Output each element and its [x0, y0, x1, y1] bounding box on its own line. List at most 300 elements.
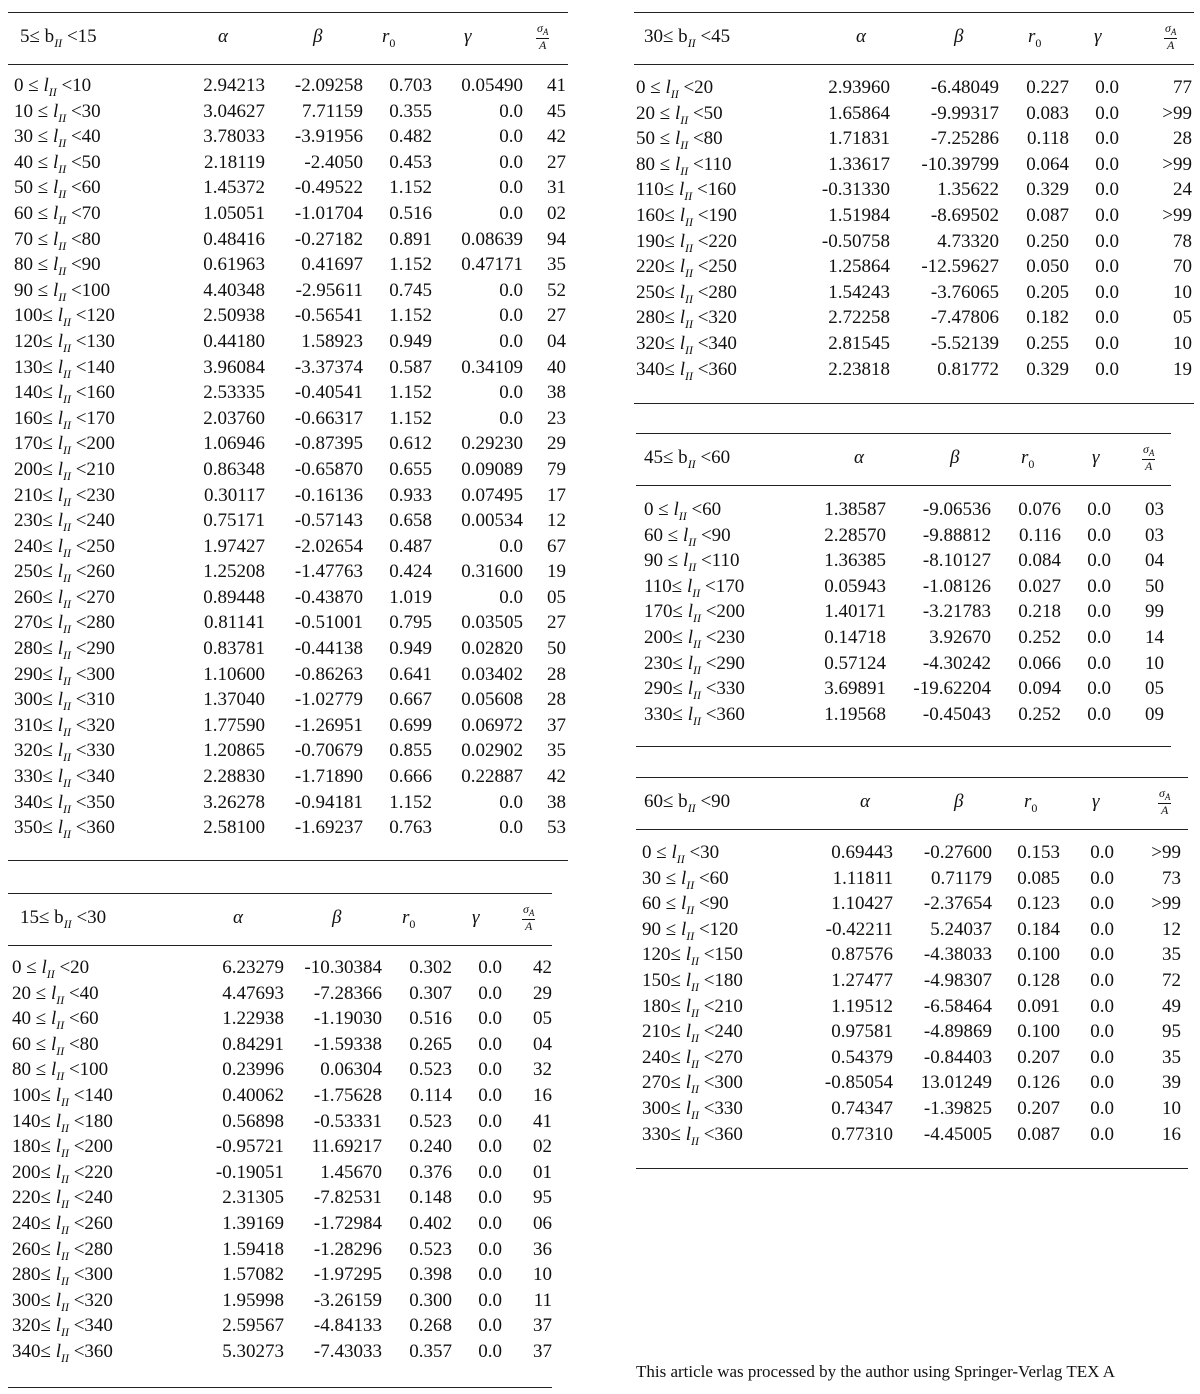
longitude-range: $240\le l_{II} <270$ [642, 1046, 743, 1071]
beta-value: 13.01249 [920, 1072, 992, 1094]
r0-value: 0.329 [1026, 358, 1069, 380]
sigma-ratio-value: 12 [1162, 918, 1181, 940]
beta-value: -0.27600 [923, 842, 992, 863]
sigma-ratio-value: 12 [547, 510, 566, 532]
col-r0: $r_0$ [402, 907, 416, 931]
gamma-value: 0.0 [1087, 652, 1111, 674]
sigma-ratio-value: 16 [1162, 1123, 1181, 1145]
gamma-value: 0.0 [1090, 944, 1114, 966]
longitude-range: $330\le l_{II} <360$ [644, 703, 745, 728]
r0-value: 0.118 [1026, 128, 1069, 150]
gamma-value: 0.0 [478, 1008, 502, 1030]
table-row [8, 792, 568, 818]
table-b-5-15 [8, 12, 568, 862]
longitude-range: $10 \le l_{II} <30$ [14, 100, 101, 125]
gamma-value: 0.0 [499, 535, 523, 557]
r0-value: 0.083 [1026, 102, 1069, 124]
longitude-range: $270\le l_{II} <280$ [14, 612, 115, 637]
alpha-value: 6.23279 [222, 957, 284, 978]
alpha-value: 1.45372 [203, 177, 265, 199]
gamma-value: 0.0 [478, 957, 502, 978]
table-header [634, 12, 1194, 62]
r0-value: 0.891 [389, 228, 432, 250]
table-row [636, 1072, 1188, 1098]
longitude-range: $290\le l_{II} <300$ [14, 663, 115, 688]
col-gamma: γ [1094, 26, 1102, 47]
table-row [634, 333, 1194, 359]
gamma-value: 0.0 [1095, 128, 1119, 150]
table-row [636, 842, 1188, 868]
col-alpha: α [233, 907, 243, 928]
beta-value: -1.71890 [294, 766, 363, 788]
sigma-ratio-value: 05 [533, 1008, 552, 1030]
sigma-ratio-value: 10 [1162, 1097, 1181, 1119]
alpha-value: 1.06946 [203, 433, 265, 455]
longitude-range: $130\le l_{II} <140$ [14, 356, 115, 381]
alpha-value: 0.44180 [203, 330, 265, 352]
alpha-value: 0.69443 [831, 842, 893, 863]
col-sigma-ratio: $\frac{\sigma_A}{A}$ [1159, 786, 1171, 818]
alpha-value: 1.22938 [222, 1008, 284, 1030]
longitude-range: $60 \le l_{II} <90$ [644, 524, 731, 549]
gamma-value: 0.0 [1090, 1097, 1114, 1119]
longitude-range: $320\le l_{II} <330$ [14, 740, 115, 765]
alpha-value: 0.56898 [222, 1110, 284, 1132]
table-row [636, 627, 1171, 653]
col-alpha: α [856, 26, 866, 47]
table-row [8, 1059, 552, 1085]
gamma-value: 0.0 [1090, 893, 1114, 915]
alpha-value: 0.74347 [831, 1097, 893, 1119]
table-row [8, 1264, 552, 1290]
beta-value: -0.43870 [294, 586, 363, 608]
longitude-range: $270\le l_{II} <300$ [642, 1072, 743, 1097]
longitude-range: $110\le l_{II} <160$ [636, 179, 737, 204]
longitude-range: $280\le l_{II} <320$ [636, 307, 737, 332]
sigma-ratio-value: 10 [1145, 652, 1164, 674]
r0-value: 0.094 [1018, 678, 1061, 700]
r0-value: 0.523 [409, 1059, 452, 1081]
sigma-ratio-value: 35 [1162, 1046, 1181, 1068]
longitude-range: $180\le l_{II} <200$ [12, 1136, 113, 1160]
r0-value: 0.523 [409, 1238, 452, 1260]
gamma-value: 0.0 [499, 202, 523, 224]
r0-value: 1.152 [389, 305, 432, 327]
beta-value: -0.51001 [294, 612, 363, 634]
beta-value: -3.91956 [294, 126, 363, 148]
r0-value: 0.076 [1018, 499, 1061, 520]
longitude-range: $220\le l_{II} <240$ [12, 1187, 113, 1212]
gamma-value: 0.0 [1095, 256, 1119, 278]
beta-value: -4.45005 [923, 1123, 992, 1145]
table-row [636, 868, 1188, 894]
table-row [8, 510, 568, 536]
beta-value: -0.84403 [923, 1046, 992, 1068]
gamma-value: 0.05608 [461, 689, 523, 711]
table-row [636, 704, 1171, 730]
table-row [8, 459, 568, 485]
alpha-value: 0.05943 [824, 575, 886, 597]
gamma-value: 0.0 [1090, 842, 1114, 863]
range-header: $30\le b_{II} <45$ [644, 26, 731, 50]
beta-value: -1.26951 [294, 714, 363, 736]
sigma-ratio-value: 39 [1162, 1072, 1181, 1094]
longitude-range: $80 \le l_{II} <110$ [636, 153, 732, 178]
r0-value: 0.153 [1017, 842, 1060, 863]
gamma-value: 0.00534 [461, 510, 523, 532]
range-header: $15\le b_{II} <30$ [20, 907, 107, 931]
table-row [8, 957, 552, 983]
longitude-range: $330\le l_{II} <360$ [642, 1123, 743, 1148]
r0-value: 0.300 [409, 1289, 452, 1311]
beta-value: -3.37374 [294, 356, 363, 378]
gamma-value: 0.0 [478, 1289, 502, 1311]
table-row [636, 970, 1188, 996]
gamma-value: 0.0 [478, 1084, 502, 1106]
sigma-ratio-value: 38 [547, 791, 566, 813]
alpha-value: 2.59567 [222, 1315, 284, 1337]
alpha-value: 1.38587 [824, 499, 886, 520]
gamma-value: 0.0 [1095, 281, 1119, 303]
table-header [8, 893, 552, 943]
longitude-range: $350\le l_{II} <360$ [14, 817, 115, 842]
alpha-value: 1.37040 [203, 689, 265, 711]
gamma-value: 0.0 [499, 407, 523, 429]
alpha-value: 1.65864 [828, 102, 890, 124]
table-row [8, 152, 568, 178]
beta-value: -1.19030 [313, 1008, 382, 1030]
gamma-value: 0.03402 [461, 663, 523, 685]
longitude-range: $300\le l_{II} <310$ [14, 689, 115, 714]
sigma-ratio-value: 78 [1173, 230, 1192, 252]
sigma-ratio-value: 95 [533, 1187, 552, 1209]
alpha-value: 0.83781 [203, 638, 265, 660]
table-row [636, 1047, 1188, 1073]
alpha-value: 1.71831 [828, 128, 890, 150]
longitude-range: $0 \le l_{II} <60$ [644, 499, 722, 523]
alpha-value: 4.40348 [203, 279, 265, 301]
sigma-ratio-value: 94 [547, 228, 566, 250]
alpha-value: 0.54379 [831, 1046, 893, 1068]
r0-value: 0.114 [409, 1084, 452, 1106]
beta-value: -0.70679 [294, 740, 363, 762]
sigma-ratio-value: 40 [547, 356, 566, 378]
longitude-range: $90 \le l_{II} <100$ [14, 279, 111, 304]
beta-value: -2.02654 [294, 535, 363, 557]
alpha-value: 1.59418 [222, 1238, 284, 1260]
alpha-value: 3.26278 [203, 791, 265, 813]
r0-value: 0.666 [389, 766, 432, 788]
beta-value: -2.4050 [304, 151, 363, 173]
alpha-value: 1.20865 [203, 740, 265, 762]
col-r0: $r_0$ [382, 26, 396, 50]
longitude-range: $120\le l_{II} <130$ [14, 330, 115, 355]
beta-value: 3.92670 [929, 626, 991, 648]
range-header: $45\le b_{II} <60$ [644, 447, 731, 471]
table-row [8, 177, 568, 203]
sigma-ratio-value: 67 [547, 535, 566, 557]
r0-value: 0.329 [1026, 179, 1069, 201]
gamma-value: 0.07495 [461, 484, 523, 506]
beta-value: -8.10127 [922, 550, 991, 572]
sigma-ratio-value: 10 [1173, 332, 1192, 354]
col-gamma: γ [472, 907, 480, 928]
sigma-ratio-value: 05 [1173, 307, 1192, 329]
alpha-value: 2.94213 [203, 75, 265, 96]
beta-value: -3.21783 [922, 601, 991, 623]
beta-value: -7.82531 [313, 1187, 382, 1209]
gamma-value: 0.0 [1087, 524, 1111, 546]
beta-value: -4.38033 [923, 944, 992, 966]
longitude-range: $200\le l_{II} <220$ [12, 1161, 113, 1186]
beta-value: -1.72984 [313, 1212, 382, 1234]
sigma-ratio-value: 35 [547, 254, 566, 276]
r0-value: 0.355 [389, 100, 432, 122]
gamma-value: 0.0 [1087, 575, 1111, 597]
beta-value: -9.99317 [930, 102, 999, 124]
alpha-value: 2.28830 [203, 766, 265, 788]
longitude-range: $0 \le l_{II} <20$ [636, 77, 714, 101]
alpha-value: 2.31305 [222, 1187, 284, 1209]
table-row [8, 1111, 552, 1137]
sigma-ratio-value: 14 [1145, 626, 1164, 648]
alpha-value: 2.28570 [824, 524, 886, 546]
gamma-value: 0.0 [478, 982, 502, 1004]
table-row [8, 689, 568, 715]
table-row [8, 1008, 552, 1034]
alpha-value: 4.47693 [222, 982, 284, 1004]
alpha-value: 0.75171 [203, 510, 265, 532]
longitude-range: $20 \le l_{II} <50$ [636, 102, 723, 127]
beta-value: -0.16136 [294, 484, 363, 506]
r0-value: 1.152 [389, 791, 432, 813]
alpha-value: 0.77310 [831, 1123, 893, 1145]
beta-value: -1.69237 [294, 817, 363, 839]
sigma-ratio-value: 95 [1162, 1021, 1181, 1043]
alpha-value: 2.53335 [203, 382, 265, 404]
table-row [8, 101, 568, 127]
longitude-range: $260\le l_{II} <280$ [12, 1238, 113, 1263]
gamma-value: 0.31600 [461, 561, 523, 583]
sigma-ratio-value: 24 [1173, 179, 1192, 201]
beta-value: -0.65870 [294, 458, 363, 480]
col-sigma-ratio: $\frac{\sigma_A}{A}$ [1165, 21, 1177, 53]
gamma-value: 0.0 [478, 1136, 502, 1158]
table-row [8, 536, 568, 562]
longitude-range: $30 \le l_{II} <60$ [642, 867, 729, 892]
beta-value: 1.35622 [937, 179, 999, 201]
r0-value: 0.087 [1026, 204, 1069, 226]
longitude-range: $0 \le l_{II} <20$ [12, 957, 90, 981]
gamma-value: 0.0 [1095, 204, 1119, 226]
beta-value: -0.27182 [294, 228, 363, 250]
alpha-value: -0.31330 [821, 179, 890, 201]
r0-value: 0.587 [389, 356, 432, 378]
alpha-value: 0.87576 [831, 944, 893, 966]
r0-value: 0.357 [409, 1340, 452, 1362]
r0-value: 0.252 [1018, 626, 1061, 648]
beta-value: -0.45043 [922, 703, 991, 725]
beta-value: -2.09258 [294, 75, 363, 96]
beta-value: -10.39799 [921, 153, 999, 175]
longitude-range: $80 \le l_{II} <90$ [14, 254, 101, 278]
table-row [636, 576, 1171, 602]
sigma-ratio-value: 04 [533, 1033, 552, 1055]
beta-value: -1.01704 [294, 202, 363, 224]
r0-value: 0.376 [409, 1161, 452, 1183]
r0-value: 0.402 [409, 1212, 452, 1234]
beta-value: -1.59338 [313, 1033, 382, 1055]
r0-value: 0.307 [409, 982, 452, 1004]
gamma-value: 0.0 [478, 1187, 502, 1209]
gamma-value: 0.0 [1090, 1123, 1114, 1145]
longitude-range: $70 \le l_{II} <80$ [14, 228, 101, 253]
alpha-value: 0.57124 [824, 652, 886, 674]
table-row [8, 664, 568, 690]
alpha-value: 1.25208 [203, 561, 265, 583]
beta-value: 7.71159 [301, 100, 363, 122]
table-row [634, 77, 1194, 103]
longitude-range: $320\le l_{II} <340$ [636, 332, 737, 357]
col-beta: β [332, 907, 342, 928]
gamma-value: 0.03505 [461, 612, 523, 634]
table-row [634, 128, 1194, 154]
longitude-range: $150\le l_{II} <180$ [642, 969, 743, 994]
r0-value: 0.667 [389, 689, 432, 711]
longitude-range: $0 \le l_{II} <30$ [642, 842, 720, 866]
table-row [8, 126, 568, 152]
beta-value: -4.89869 [923, 1021, 992, 1043]
r0-value: 0.703 [389, 75, 432, 96]
table-row [634, 179, 1194, 205]
beta-value: -1.39825 [923, 1097, 992, 1119]
alpha-value: -0.19051 [215, 1161, 284, 1183]
alpha-value: 1.36385 [824, 550, 886, 572]
beta-value: -8.69502 [930, 204, 999, 226]
gamma-value: 0.08639 [461, 228, 523, 250]
sigma-ratio-value: 02 [533, 1136, 552, 1158]
alpha-value: 1.51984 [828, 204, 890, 226]
gamma-value: 0.0 [1095, 307, 1119, 329]
gamma-value: 0.0 [499, 382, 523, 404]
table-row [636, 893, 1188, 919]
gamma-value: 0.0 [499, 126, 523, 148]
sigma-ratio-value: 42 [547, 766, 566, 788]
beta-value: -7.47806 [930, 307, 999, 329]
longitude-range: $110\le l_{II} <170$ [644, 575, 745, 600]
r0-value: 0.487 [389, 535, 432, 557]
sigma-ratio-value: 72 [1162, 969, 1181, 991]
table-row [634, 307, 1194, 333]
table-row [636, 944, 1188, 970]
alpha-value: -0.85054 [824, 1072, 893, 1094]
sigma-ratio-value: 37 [533, 1315, 552, 1337]
sigma-ratio-value: >99 [1151, 893, 1181, 915]
gamma-value: 0.09089 [461, 458, 523, 480]
gamma-value: 0.29230 [461, 433, 523, 455]
r0-value: 0.516 [389, 202, 432, 224]
longitude-range: $310\le l_{II} <320$ [14, 714, 115, 739]
r0-value: 1.152 [389, 177, 432, 199]
alpha-value: 1.10427 [831, 893, 893, 915]
r0-value: 0.240 [409, 1136, 452, 1158]
sigma-ratio-value: 27 [547, 151, 566, 173]
beta-value: 0.41697 [301, 254, 363, 276]
table-row [636, 919, 1188, 945]
table-row [8, 1213, 552, 1239]
gamma-value: 0.0 [1095, 179, 1119, 201]
beta-value: 1.58923 [301, 330, 363, 352]
gamma-value: 0.0 [478, 1340, 502, 1362]
beta-value: 0.06304 [320, 1059, 382, 1081]
beta-value: -1.28296 [313, 1238, 382, 1260]
table-row [634, 103, 1194, 129]
sigma-ratio-value: 29 [547, 433, 566, 455]
table-row [8, 254, 568, 280]
longitude-range: $170\le l_{II} <200$ [14, 433, 115, 458]
sigma-ratio-value: 79 [547, 458, 566, 480]
table-row [636, 1098, 1188, 1124]
r0-value: 0.064 [1026, 153, 1069, 175]
table-body [636, 499, 1171, 729]
alpha-value: 1.25864 [828, 256, 890, 278]
gamma-value: 0.0 [478, 1315, 502, 1337]
longitude-range: $230\le l_{II} <240$ [14, 510, 115, 534]
gamma-value: 0.0 [478, 1212, 502, 1234]
sigma-ratio-value: 16 [533, 1084, 552, 1106]
table-row [636, 601, 1171, 627]
alpha-value: 2.03760 [203, 407, 265, 429]
r0-value: 0.658 [389, 510, 432, 532]
gamma-value: 0.0 [478, 1161, 502, 1183]
gamma-value: 0.0 [1095, 102, 1119, 124]
gamma-value: 0.0 [478, 1110, 502, 1132]
longitude-range: $340\le l_{II} <360$ [636, 358, 737, 383]
gamma-value: 0.0 [1087, 703, 1111, 725]
beta-value: -2.37654 [923, 893, 992, 915]
beta-value: -0.57143 [294, 510, 363, 532]
sigma-ratio-value: >99 [1162, 102, 1192, 124]
sigma-ratio-value: 02 [547, 202, 566, 224]
alpha-value: 3.04627 [203, 100, 265, 122]
beta-value: -19.62204 [913, 678, 991, 700]
col-r0: $r_0$ [1028, 26, 1042, 50]
beta-value: -0.87395 [294, 433, 363, 455]
r0-value: 0.091 [1017, 995, 1060, 1017]
r0-value: 0.207 [1017, 1097, 1060, 1119]
range-header: $60\le b_{II} <90$ [644, 791, 731, 815]
longitude-range: $20 \le l_{II} <40$ [12, 982, 99, 1007]
gamma-value: 0.0 [499, 791, 523, 813]
alpha-value: 3.69891 [824, 678, 886, 700]
col-alpha: α [218, 26, 228, 47]
sigma-ratio-value: 42 [533, 957, 552, 978]
r0-value: 0.763 [389, 817, 432, 839]
alpha-value: -0.95721 [215, 1136, 284, 1158]
table-header [636, 433, 1171, 483]
gamma-value: 0.34109 [461, 356, 523, 378]
gamma-value: 0.22887 [461, 766, 523, 788]
r0-value: 0.250 [1026, 230, 1069, 252]
longitude-range: $320\le l_{II} <340$ [12, 1315, 113, 1340]
alpha-value: 1.97427 [203, 535, 265, 557]
r0-value: 0.302 [409, 957, 452, 978]
alpha-value: 0.40062 [222, 1084, 284, 1106]
alpha-value: 1.57082 [222, 1264, 284, 1286]
beta-value: -4.98307 [923, 969, 992, 991]
table-row [8, 280, 568, 306]
table-row [8, 331, 568, 357]
